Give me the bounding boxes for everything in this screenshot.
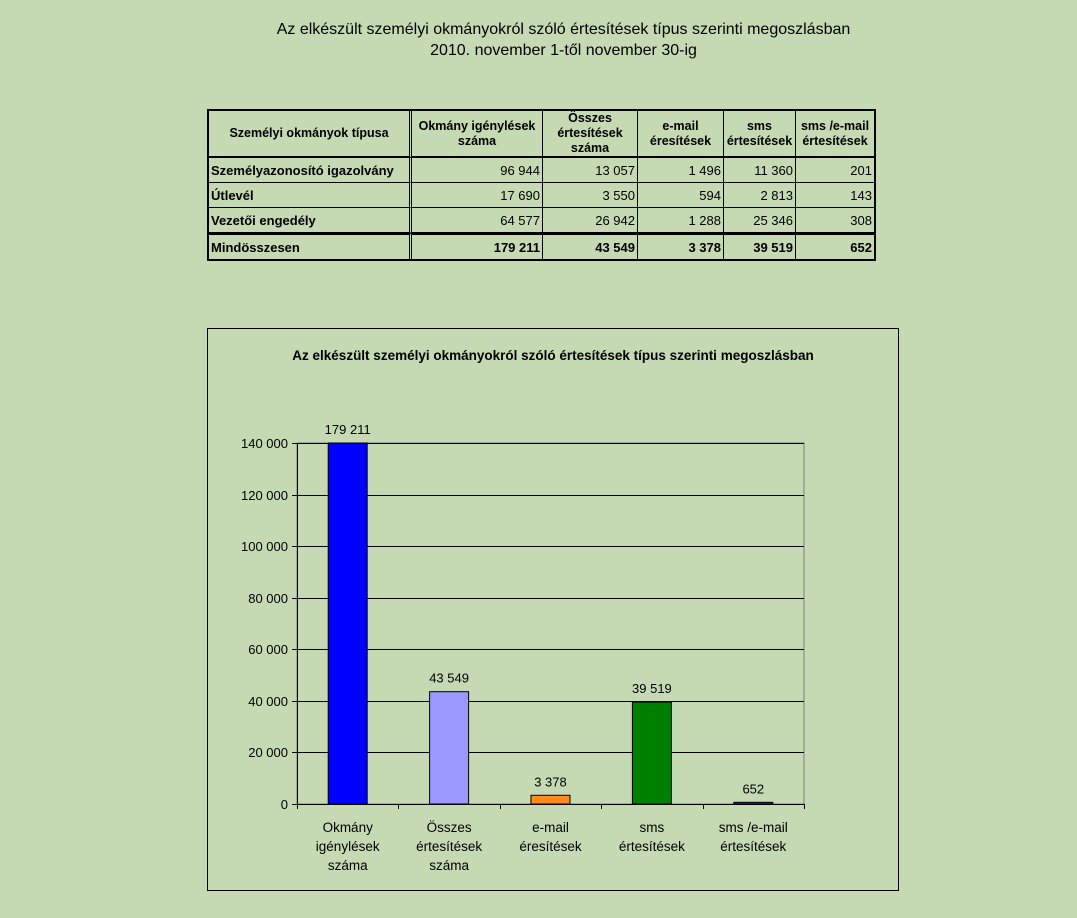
page-title (0, 19, 1077, 61)
table-cell: 96 944 (412, 158, 543, 183)
table-row (209, 208, 874, 233)
column-header-sms: sms értesítések (724, 111, 796, 158)
table-cell: 308 (796, 208, 874, 233)
chart-area (207, 328, 899, 891)
column-header-requests: Okmány igénylések száma (412, 111, 543, 158)
bar (328, 443, 367, 804)
data-label: 179 211 (324, 422, 371, 437)
table-cell: 1 496 (638, 158, 724, 183)
table-cell: 11 360 (724, 158, 796, 183)
table-cell: 143 (796, 183, 874, 208)
table-row (209, 158, 874, 183)
column-header-sms-email: sms /e-mail értesítések (796, 111, 874, 158)
column-header-document-type: Személyi okmányok típusa (209, 111, 412, 158)
data-label: 3 378 (534, 774, 567, 790)
table-total-row (209, 233, 874, 259)
table-cell: 64 577 (412, 208, 543, 233)
y-tick-label: 60 000 (248, 642, 288, 657)
bar (632, 702, 671, 804)
total-label: Mindösszesen (209, 233, 412, 259)
data-label: 43 549 (429, 670, 469, 686)
row-label: Személyazonosító igazolvány (209, 158, 412, 183)
table-cell: 17 690 (412, 183, 543, 208)
table-cell: 1 288 (638, 208, 724, 233)
x-tick-label: sms /e-mail értesítések (718, 820, 788, 854)
table-row (209, 183, 874, 208)
column-header-all-notifications: Összes értesítések száma (543, 111, 638, 158)
table-cell: 13 057 (543, 158, 638, 183)
table-cell: 2 813 (724, 183, 796, 208)
page-title-line1: Az elkészült személyi okmányokról szóló értesítések típus szerinti megoszlásban (276, 21, 851, 38)
y-tick-label: 40 000 (248, 694, 288, 709)
total-cell: 3 378 (638, 233, 724, 259)
total-cell: 652 (796, 233, 874, 259)
bar (734, 802, 773, 804)
y-tick-label: 80 000 (248, 591, 288, 606)
data-label: 39 519 (632, 681, 672, 697)
y-tick-label: 0 (280, 797, 288, 812)
data-label: 652 (742, 781, 765, 797)
y-tick-label: 120 000 (241, 488, 288, 503)
page-title-line2: 2010. november 1-től november 30-ig (430, 42, 697, 59)
row-label: Vezetői engedély (209, 208, 412, 233)
y-tick-label: 20 000 (248, 745, 288, 760)
row-label: Útlevél (209, 183, 412, 208)
chart-title: Az elkészült személyi okmányokról szóló értesítések típus szerinti megoszlásban (292, 348, 814, 363)
total-cell: 43 549 (543, 233, 638, 259)
total-cell: 39 519 (724, 233, 796, 259)
table-cell: 3 550 (543, 183, 638, 208)
table-cell: 26 942 (543, 208, 638, 233)
x-tick-label: Okmány igénylések száma (315, 820, 380, 873)
bar (531, 795, 570, 804)
summary-table (207, 109, 876, 261)
table-header-row (209, 111, 874, 158)
column-header-email: e-mail éresítések (638, 111, 724, 158)
plot-area (297, 443, 804, 804)
x-tick-label: Összes értesítések száma (416, 820, 483, 873)
x-tick-label: sms értesítések (618, 820, 685, 854)
x-tick-label: e-mail éresítések (519, 820, 582, 854)
table-cell: 201 (796, 158, 874, 183)
table-cell: 594 (638, 183, 724, 208)
y-tick-label: 140 000 (241, 436, 288, 451)
bar (430, 692, 469, 804)
bar-chart (208, 329, 898, 890)
y-tick-label: 100 000 (241, 539, 288, 554)
total-cell: 179 211 (412, 233, 543, 259)
table-cell: 25 346 (724, 208, 796, 233)
